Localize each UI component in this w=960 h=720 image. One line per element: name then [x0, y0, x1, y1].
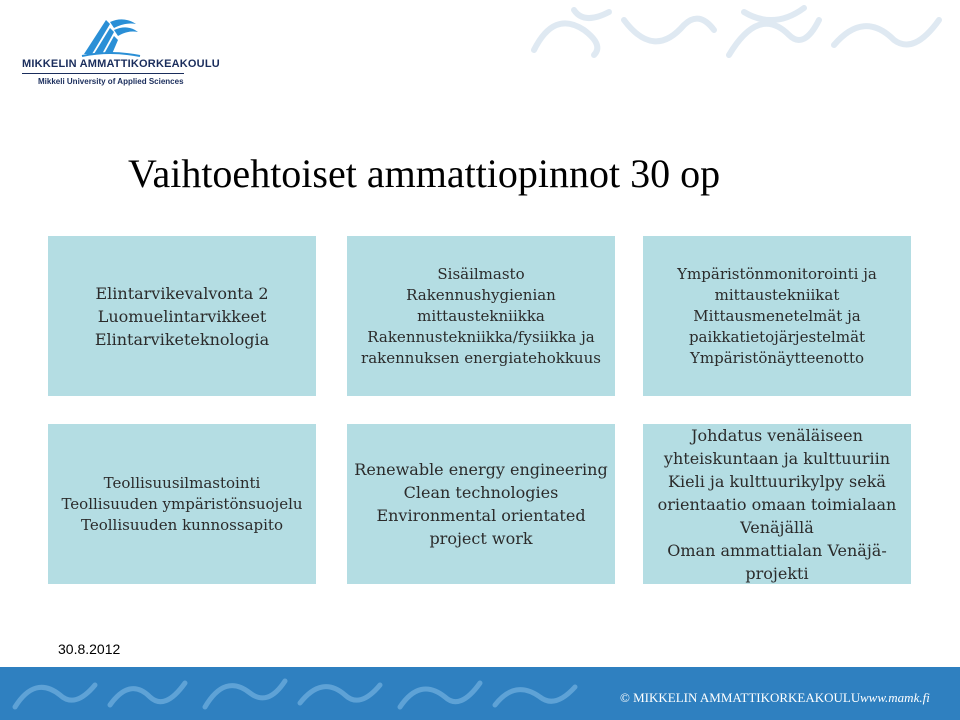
box-line: Teollisuusilmastointi [103, 473, 261, 492]
box-line: Elintarvikevalvonta 2 [95, 283, 269, 303]
logo-subtitle: Mikkeli University of Applied Sciences [38, 77, 184, 86]
logo-divider [22, 73, 184, 74]
box-line: Ympäristönmonitorointi ja mittaustekniikat [677, 264, 877, 304]
box-line: Ympäristönäytteenotto [689, 348, 865, 367]
decorative-swirl-banner [514, 0, 960, 70]
page-title: Vaihtoehtoiset ammattiopinnot 30 op [128, 151, 721, 196]
box-line: Teollisuuden kunnossapito [81, 515, 283, 534]
box-line: Environmental orientated project work [376, 506, 586, 548]
box-line: Oman ammattialan Venäjä-projekti [667, 540, 887, 583]
logo-name: MIKKELIN AMMATTIKORKEAKOULU [22, 58, 220, 70]
box-line: Kieli ja kulttuurikylpy sekä orientaatio omaan toimialaan Venäjällä [657, 471, 897, 537]
box-line: Teollisuuden ympäristönsuojelu [61, 494, 303, 513]
box-line: Rakennustekniikka/fysiikka ja rakennuksen energiatehokkuus [361, 327, 601, 367]
box-line: Mittausmenetelmät ja paikkatietojärjestelmät [688, 306, 866, 346]
box-line: Rakennushygienian mittaustekniikka [406, 285, 556, 325]
box-line: Elintarviketeknologia [94, 329, 270, 349]
footer-copyright: © MIKKELIN AMMATTIKORKEAKOULU [620, 690, 861, 705]
box-line: Johdatus venäläiseen yhteiskuntaan ja kulttuuriin [663, 425, 891, 468]
box-line: Sisäilmasto [437, 264, 525, 283]
logo-mark-icon [80, 14, 142, 58]
study-option-box-environment [643, 236, 911, 396]
box-line: Clean technologies [403, 483, 559, 502]
slide-date: 30.8.2012 [58, 641, 121, 657]
logo [18, 14, 220, 94]
study-option-box-russia [643, 424, 911, 584]
study-option-box-energy [347, 424, 615, 584]
box-line: Luomuelintarvikkeet [97, 306, 267, 326]
box-line: Renewable energy engineering [354, 460, 608, 479]
study-option-box-food [48, 236, 316, 396]
study-option-box-industry [48, 424, 316, 584]
footer-website-link[interactable]: www.mamk.fi [860, 690, 930, 705]
study-option-box-building [347, 236, 615, 396]
